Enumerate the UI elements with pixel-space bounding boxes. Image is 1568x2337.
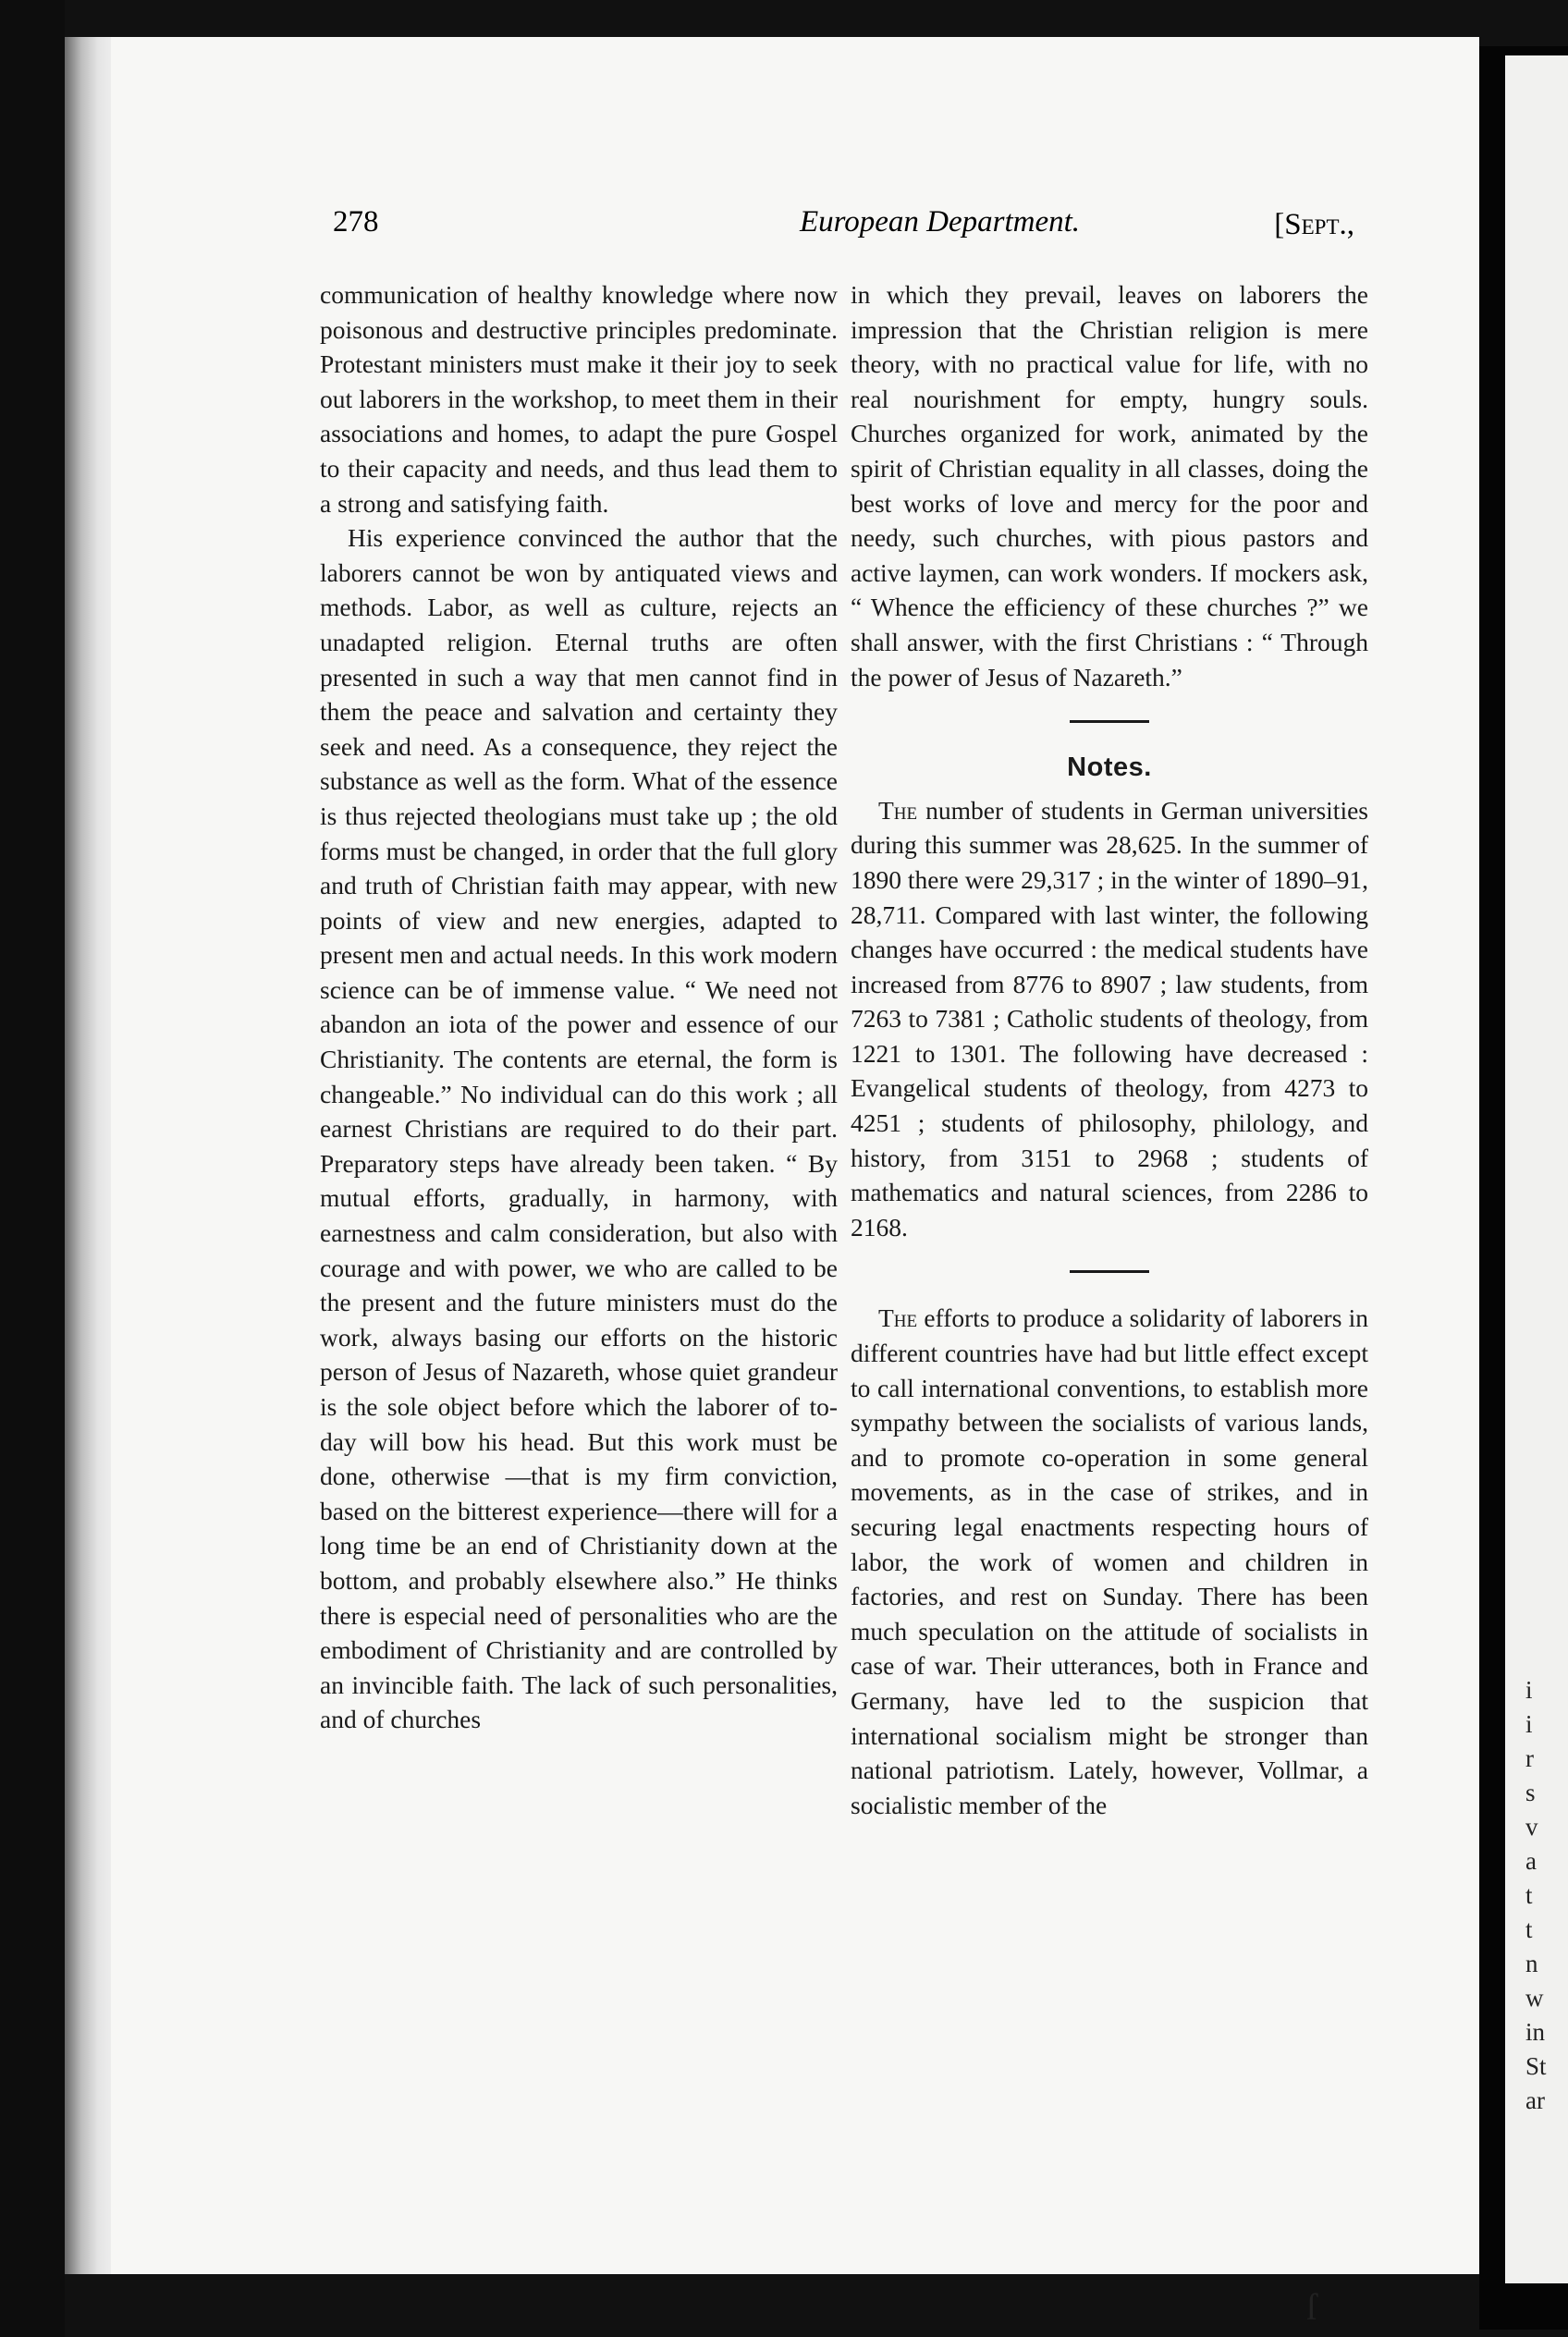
running-head — [222, 194, 1354, 250]
note-german-students — [851, 793, 1368, 1245]
fragment-line: s — [1525, 1779, 1536, 1806]
note-laborer-solidarity — [851, 1301, 1368, 1822]
right-column — [851, 277, 1368, 1822]
fragment-line: a — [1525, 1847, 1537, 1875]
note-divider — [1070, 1270, 1149, 1273]
fragment-line: in — [1525, 2018, 1546, 2046]
fragment-line: ar — [1525, 2086, 1545, 2114]
paragraph-churches: in which they prevail, leaves on laborers the impression that the Christian religion is mere theory, with no practical value for life, with no real nourishment for empty, hungry souls. Churches organized for work, animated by the spirit of Christian equality in all classes, doing the best works of love and mercy for the poor and needy, such churches, with pious pastors and active laymen, can work wonders. If mockers ask, “ Whence the efficiency of these churches ?” we shall answer, with the first Christians : “ Through the power of Jesus of Nazareth.” — [851, 280, 1368, 691]
fragment-line: w — [1525, 1984, 1544, 2012]
note-lead-word: The — [878, 1303, 918, 1333]
section-divider — [1070, 720, 1149, 723]
notes-heading: Notes. — [1067, 752, 1152, 783]
left-column — [320, 277, 838, 1737]
fragment-line: n — [1525, 1950, 1538, 1977]
fragment-line: St — [1525, 2052, 1547, 2080]
fragment-line: i — [1525, 1710, 1533, 1738]
corner-scan-mark: ſ — [1306, 2286, 1317, 2328]
page-number: 278 — [333, 205, 379, 239]
fragment-line: v — [1525, 1813, 1538, 1841]
fragment-line: r — [1525, 1744, 1534, 1772]
fragment-line: t — [1525, 1915, 1533, 1943]
adjacent-page-text-fragments — [1525, 1673, 1568, 2118]
fragment-line: i — [1525, 1676, 1533, 1704]
scan-background-left — [0, 0, 65, 2337]
note-lead-word: The — [878, 795, 918, 825]
note-body: efforts to produce a solidarity of laborers in different countries have had but little effect except to call international conventions, to establish more sympathy between the socialists of various lands, and to promote co-operation in some general movements, as in the case of strikes, and in securing legal enactments respecting hours of labor, the work of women and children in factories, and rest on Sunday. There has been much speculation on the attitude of socialists in case of war. Their utterances, both in France and Germany, have led to the suspicion that international socialism might be stronger than national patriotism. Lately, however, Vollmar, a socialistic member of the — [851, 1303, 1368, 1819]
paragraph-continuation: communication of healthy knowledge where now poisonous and destructive principles predominate. Protestant ministers must make it their joy to seek out laborers in the workshop, to meet them in their associations and homes, to adapt the pure Gospel to their capacity and needs, and thus lead them to a strong and satisfying faith. — [320, 280, 838, 518]
month-label: [Sept., — [1274, 208, 1354, 241]
section-title: European Department. — [800, 205, 1081, 239]
fragment-line: t — [1525, 1881, 1533, 1909]
note-body: number of students in German universities during this summer was 28,625. In the summer of 1890 there were 29,317 ; in the winter of 1890–91, 28,711. Compared with last winter, the following changes have occurred : the medical students have increased from 8776 to 8907 ; law students, from 7263 to 7381 ; Catholic students of theology, from 1221 to 1301. The following have decreased : Evangelical students of theology, from 4273 to 4251 ; students of philosophy, philology, and history, from 3151 to 2968 ; students of mathematics and natural sciences, from 2286 to 2168. — [851, 795, 1368, 1242]
paragraph-author-experience: His experience convinced the author that the laborers cannot be won by antiquated views and methods. Labor, as well as culture, rejects an unadapted religion. Eternal truths are often presented in such a way that men cannot find in them the peace and salvation and certainty they seek and need. As a consequence, they reject the substance as well as the form. What of the essence is thus rejected theologians must take up ; the old forms must be changed, in order that the full glory and truth of Christian faith may appear, with new points of view and new energies, adapted to present men and actual needs. In this work modern science can be of immense value. “ We need not abandon an iota of the power and essence of our Christianity. The contents are eternal, the form is changeable.” No individual can do this work ; all earnest Christians are required to do their part. Preparatory steps have already been taken. “ By mutual efforts, gradually, in harmony, with earnestness and calm consideration, but also with courage and with power, we who are called to be the present and the future ministers must do the work, always basing our efforts on the historic person of Jesus of Nazareth, whose quiet grandeur is the sole object before which the laborer of to-day will bow his head. But this work must be done, otherwise —that is my firm conviction, based on the bitterest experience—there will for a long time be an end of Christianity down at the bottom, and probably elsewhere also.” He thinks there is especial need of personalities who are the embodiment of Christianity and are controlled by an invincible faith. The lack of such personalities, and of churches — [320, 523, 838, 1734]
